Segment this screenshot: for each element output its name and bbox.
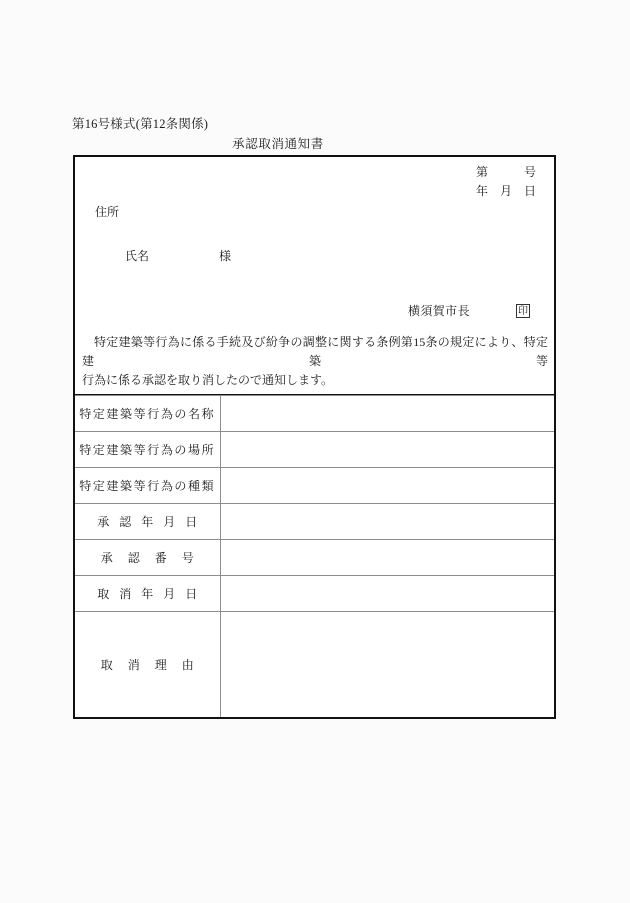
table-row [75, 612, 554, 717]
field-label-kousei-shurui: 特定建築等行為の種類 [75, 468, 220, 504]
address-field-label: 住所 [95, 205, 120, 219]
issuer-block [75, 302, 554, 319]
field-label-torikeshi-riyuu: 取消理由 [75, 612, 220, 717]
honorific-suffix: 様 [219, 249, 232, 263]
field-value-kousei-basho[interactable] [220, 432, 554, 468]
seal-stamp-icon: 印 [518, 306, 528, 317]
name-field-label: 氏名 [125, 249, 150, 263]
table-row [75, 540, 554, 576]
notification-form-box [73, 155, 556, 719]
table-row [75, 468, 554, 504]
notice-header-section [75, 157, 554, 395]
issuer-name: 横須賀市長 [407, 304, 470, 318]
table-row [75, 576, 554, 612]
number-and-date-block [476, 163, 536, 201]
field-value-kousei-shurui[interactable] [220, 468, 554, 504]
field-label-kousei-meishou: 特定建築等行為の名称 [75, 396, 220, 432]
document-date-line: 年 月 日 [475, 184, 536, 198]
field-value-shounin-date[interactable] [220, 504, 554, 540]
field-label-kousei-basho: 特定建築等行為の場所 [75, 432, 220, 468]
field-value-torikeshi-riyuu[interactable] [220, 612, 554, 717]
field-label-torikeshi-date: 取消年月日 [75, 576, 220, 612]
table-row [75, 396, 554, 432]
field-value-kousei-meishou[interactable] [220, 396, 554, 432]
name-field-row [95, 223, 554, 289]
table-row [75, 504, 554, 540]
form-number-label: 第16号様式(第12条関係) [72, 117, 209, 131]
document-title: 承認取消通知書 [232, 137, 324, 151]
notice-body-line-1: 特定建築等行為に係る手続及び紛争の調整に関する条例第15条の規定により、特定建築等 [82, 335, 548, 368]
notice-body-text [75, 333, 554, 394]
fields-table [75, 395, 554, 717]
field-label-shounin-number: 承認番号 [75, 540, 220, 576]
notice-body-line-2: 行為に係る承認を取り消したので通知します。 [82, 373, 334, 387]
field-value-shounin-number[interactable] [220, 540, 554, 576]
document-number-line: 第 号 [475, 165, 536, 179]
field-value-torikeshi-date[interactable] [220, 576, 554, 612]
table-row [75, 432, 554, 468]
field-label-shounin-date: 承認年月日 [75, 504, 220, 540]
